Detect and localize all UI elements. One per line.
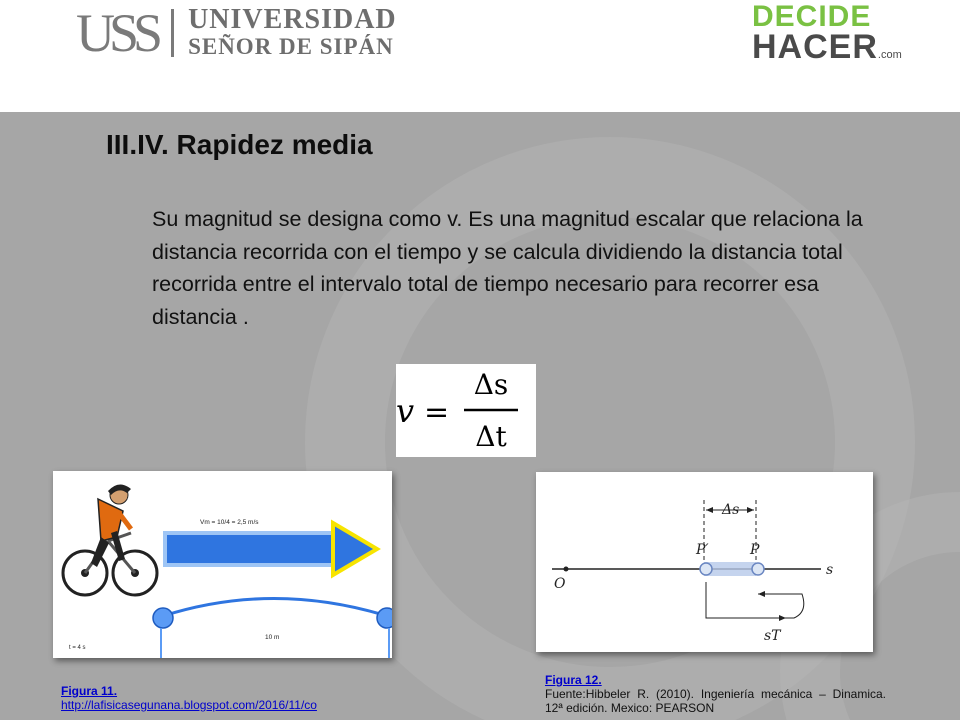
- origin-label: O: [554, 576, 566, 592]
- figure-12-graphic: [536, 472, 873, 652]
- distance-label: 10 m: [265, 634, 280, 641]
- point-p: [752, 563, 764, 575]
- slide-header: [0, 0, 960, 112]
- uss-logo-line2: SEÑOR DE SIPÁN: [188, 34, 394, 59]
- decide-hacer-line1: DECIDE: [752, 0, 872, 33]
- uss-logo: [76, 4, 397, 62]
- figure-11-source-link[interactable]: http://lafisicasegunana.blogspot.com/2016/11/co: [61, 698, 317, 712]
- formula-graphic: [396, 364, 536, 457]
- p-label: P: [750, 542, 760, 558]
- s-total-label: sT: [764, 628, 781, 644]
- formula-box: [396, 364, 536, 457]
- figure-11-graphic: [53, 471, 392, 658]
- decide-hacer-logo: [752, 0, 902, 66]
- body-paragraph: Su magnitud se designa como v. Es una magnitud escalar que relaciona la distancia recorrida con el tiempo y se calcula dividiendo la distancia total recorrida entre el intervalo total de tiempo necesario para recorrer esa distancia .: [152, 207, 863, 329]
- formula-lhs: v: [396, 392, 415, 430]
- figure-12-caption-text: Fuente:Hibbeler R. (2010). Ingeniería mecánica – Dinamica. 12ª edición. Mexico: PEARSON: [545, 687, 886, 715]
- s-axis-label: s: [826, 562, 834, 578]
- uss-logo-text: [188, 6, 397, 60]
- figure-12-caption-title[interactable]: Figura 12.: [545, 673, 602, 687]
- end-marker: [377, 608, 392, 628]
- delta-s-label: Δs: [722, 502, 740, 518]
- decide-hacer-word: HACER: [752, 28, 878, 66]
- time-label: t = 4 s: [69, 645, 86, 651]
- slide-title: III.IV. Rapidez media: [106, 129, 373, 160]
- p-prime-label: P′: [696, 542, 709, 558]
- uss-logo-line1: UNIVERSIDAD: [188, 4, 397, 35]
- uss-logo-divider: [171, 9, 174, 57]
- point-p-prime: [700, 563, 712, 575]
- figure-11-image: [53, 471, 392, 658]
- formula-equals: =: [424, 395, 450, 430]
- uss-logo-mark: USS: [76, 3, 158, 63]
- start-marker: [153, 608, 173, 628]
- decide-hacer-suffix: .com: [877, 49, 902, 61]
- figure-12-caption: [545, 673, 886, 715]
- figure-11-caption-title: Figura 11.: [61, 684, 118, 698]
- formula-denominator: Δt: [475, 420, 507, 453]
- speed-label: Vm = 10/4 = 2,5 m/s: [200, 519, 259, 526]
- figure-12-image: [536, 472, 873, 652]
- figure-11-caption: [61, 684, 391, 712]
- formula-numerator: Δs: [473, 368, 509, 401]
- origin-point: [564, 567, 569, 572]
- decide-hacer-line2: [752, 30, 902, 72]
